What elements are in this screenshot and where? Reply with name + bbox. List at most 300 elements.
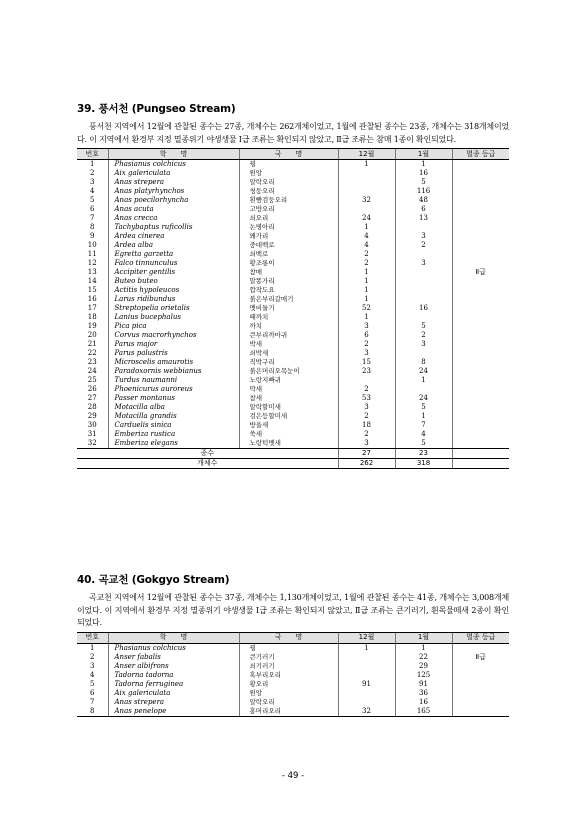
endangered-grade xyxy=(452,295,509,304)
table-row xyxy=(77,232,509,241)
page-number: - 49 - xyxy=(281,771,305,781)
january-count: 16 xyxy=(395,169,452,178)
table-row xyxy=(77,680,509,689)
total-individuals-december: 262 xyxy=(338,459,395,469)
header-january: 1월 xyxy=(395,632,452,643)
december-count: 2 xyxy=(338,340,395,349)
december-count xyxy=(338,178,395,187)
december-count: 2 xyxy=(338,412,395,421)
scientific-name: Streptopelia orietalis xyxy=(108,304,239,313)
december-count: 1 xyxy=(338,313,395,322)
row-number: 15 xyxy=(87,286,97,294)
endangered-grade xyxy=(452,187,509,196)
table-row xyxy=(77,160,509,170)
header-december: 12월 xyxy=(338,149,395,160)
table-row xyxy=(77,412,509,421)
scientific-name: Anser fabalis xyxy=(108,653,239,662)
scientific-name: Passer montanus xyxy=(108,394,239,403)
scientific-name: Actitis hypoleucos xyxy=(108,286,239,295)
korean-name: 까치 xyxy=(239,322,338,331)
korean-name: 꿩 xyxy=(239,643,338,653)
header-endangered-grade: 멸종 등급 xyxy=(452,149,509,160)
row-number: 19 xyxy=(87,322,97,330)
january-count xyxy=(395,286,452,295)
row-number: 17 xyxy=(87,304,97,312)
endangered-grade xyxy=(452,643,509,653)
endangered-grade xyxy=(452,250,509,259)
table-row xyxy=(77,322,509,331)
korean-name: 때까치 xyxy=(239,313,338,322)
table-header-row xyxy=(77,149,509,160)
january-count: 5 xyxy=(395,322,452,331)
january-count: 91 xyxy=(395,680,452,689)
endangered-grade xyxy=(452,358,509,367)
table-row xyxy=(77,421,509,430)
january-count: 36 xyxy=(395,689,452,698)
korean-name: 큰부리까마귀 xyxy=(239,331,338,340)
january-count: 1 xyxy=(395,643,452,653)
korean-name: 홍머리오리 xyxy=(239,707,338,717)
total-species-label: 종수 xyxy=(77,449,338,459)
row-number: 1 xyxy=(90,643,95,652)
korean-name: 쇠백로 xyxy=(239,250,338,259)
january-count: 13 xyxy=(395,214,452,223)
january-count xyxy=(395,277,452,286)
korean-name: 깝작도요 xyxy=(239,286,338,295)
endangered-grade xyxy=(452,205,509,214)
endangered-grade xyxy=(452,241,509,250)
korean-name: 참매 xyxy=(239,268,338,277)
endangered-grade xyxy=(452,259,509,268)
january-count: 16 xyxy=(395,304,452,313)
january-count xyxy=(395,295,452,304)
table-row xyxy=(77,331,509,340)
korean-name: 알락오리 xyxy=(239,178,338,187)
row-number: 29 xyxy=(87,412,97,420)
january-count: 3 xyxy=(395,259,452,268)
table-row xyxy=(77,187,509,196)
december-count: 6 xyxy=(338,331,395,340)
table-row xyxy=(77,439,509,449)
table-row xyxy=(77,178,509,187)
scientific-name: Ardea cinerea xyxy=(108,232,239,241)
row-number: 26 xyxy=(87,385,97,393)
scientific-name: Ardea alba xyxy=(108,241,239,250)
table-row xyxy=(77,169,509,178)
row-number: 22 xyxy=(87,349,97,357)
january-count: 1 xyxy=(395,412,452,421)
endangered-grade xyxy=(452,403,509,412)
endangered-grade xyxy=(452,662,509,671)
scientific-name: Pica pica xyxy=(108,322,239,331)
header-number: 번호 xyxy=(77,149,108,160)
endangered-grade xyxy=(452,178,509,187)
december-count: 2 xyxy=(338,385,395,394)
scientific-name: Anas strepera xyxy=(108,178,239,187)
row-number: 24 xyxy=(87,367,97,375)
row-number: 4 xyxy=(90,187,95,195)
endangered-grade: Ⅱ급 xyxy=(452,653,509,662)
december-count: 1 xyxy=(338,223,395,232)
january-count: 1 xyxy=(395,376,452,385)
table-row xyxy=(77,403,509,412)
endangered-grade xyxy=(452,277,509,286)
row-number: 4 xyxy=(90,670,95,679)
endangered-grade xyxy=(452,214,509,223)
endangered-grade xyxy=(452,421,509,430)
table-row xyxy=(77,340,509,349)
section-paragraph: 곡교천 지역에서 12월에 관찰된 종수는 37종, 개체수는 1,130개체이었고, 1월에 관찰된 종수는 41종, 개체수는 3,008개체이었다. 이 지역에서 환경부 지정 멸종위기 야생생물 Ⅰ급 조류는 확인되지 않았고, Ⅱ급 조류는 큰기러기, 흰목물떼새 2종이 확인되었다. xyxy=(77,593,509,627)
december-count xyxy=(338,653,395,662)
january-count: 7 xyxy=(395,421,452,430)
korean-name: 큰기러기 xyxy=(239,653,338,662)
row-number: 1 xyxy=(90,160,95,168)
december-count: 32 xyxy=(338,707,395,717)
endangered-grade xyxy=(452,707,509,717)
december-count: 1 xyxy=(338,160,395,170)
endangered-grade xyxy=(452,313,509,322)
scientific-name: Motacilla alba xyxy=(108,403,239,412)
endangered-grade xyxy=(452,286,509,295)
korean-name: 쑥새 xyxy=(239,430,338,439)
header-scientific-name: 학 명 xyxy=(108,632,239,643)
row-number: 28 xyxy=(87,403,97,411)
december-count: 53 xyxy=(338,394,395,403)
endangered-grade xyxy=(452,196,509,205)
january-count: 165 xyxy=(395,707,452,717)
january-count xyxy=(395,385,452,394)
row-number: 11 xyxy=(87,250,97,258)
december-count xyxy=(338,376,395,385)
january-count: 24 xyxy=(395,367,452,376)
december-count xyxy=(338,205,395,214)
table-row xyxy=(77,250,509,259)
total-individuals-row xyxy=(77,459,509,469)
scientific-name: Turdus naumanni xyxy=(108,376,239,385)
december-count: 2 xyxy=(338,430,395,439)
january-count: 2 xyxy=(395,331,452,340)
total-species-january: 23 xyxy=(395,449,452,459)
december-count: 1 xyxy=(338,277,395,286)
table-row xyxy=(77,304,509,313)
december-count: 3 xyxy=(338,439,395,449)
december-count: 32 xyxy=(338,196,395,205)
table-row xyxy=(77,241,509,250)
table-row xyxy=(77,698,509,707)
scientific-name: Phasianus colchicus xyxy=(108,643,239,653)
scientific-name: Egretta garzetta xyxy=(108,250,239,259)
table-row xyxy=(77,205,509,214)
row-number: 14 xyxy=(87,277,97,285)
december-count: 24 xyxy=(338,214,395,223)
table-row xyxy=(77,268,509,277)
row-number: 7 xyxy=(90,697,95,706)
endangered-grade xyxy=(452,376,509,385)
korean-name: 원앙 xyxy=(239,169,338,178)
header-january: 1월 xyxy=(395,149,452,160)
table-row xyxy=(77,653,509,662)
december-count xyxy=(338,662,395,671)
row-number: 2 xyxy=(90,652,95,661)
endangered-grade xyxy=(452,680,509,689)
table-row xyxy=(77,286,509,295)
december-count: 91 xyxy=(338,680,395,689)
endangered-grade xyxy=(452,340,509,349)
endangered-grade xyxy=(452,304,509,313)
scientific-name: Lanius bucephalus xyxy=(108,313,239,322)
scientific-name: Parus major xyxy=(108,340,239,349)
row-number: 9 xyxy=(90,232,95,240)
january-count: 2 xyxy=(395,241,452,250)
scientific-name: Phasianus colchicus xyxy=(108,160,239,170)
header-number: 번호 xyxy=(77,632,108,643)
table-row xyxy=(77,277,509,286)
row-number: 6 xyxy=(90,205,95,213)
table-row xyxy=(77,662,509,671)
korean-name: 흰뺨검둥오리 xyxy=(239,196,338,205)
scientific-name: Emberiza elegans xyxy=(108,439,239,449)
header-korean-name: 국 명 xyxy=(239,149,338,160)
row-number: 23 xyxy=(87,358,97,366)
december-count: 3 xyxy=(338,322,395,331)
december-count xyxy=(338,689,395,698)
scientific-name: Carduelis sinica xyxy=(108,421,239,430)
january-count: 22 xyxy=(395,653,452,662)
endangered-grade xyxy=(452,232,509,241)
scientific-name: Paradoxornis webbianus xyxy=(108,367,239,376)
row-number: 5 xyxy=(90,679,95,688)
table-row xyxy=(77,349,509,358)
january-count: 16 xyxy=(395,698,452,707)
endangered-grade xyxy=(452,169,509,178)
section-title: 39. 풍서천 (Pungseo Stream) xyxy=(77,103,236,115)
january-count xyxy=(395,313,452,322)
endangered-grade xyxy=(452,160,509,170)
species-table-gokgyo xyxy=(77,632,509,717)
january-count xyxy=(395,349,452,358)
scientific-name: Larus ridibundus xyxy=(108,295,239,304)
korean-name: 직박구리 xyxy=(239,358,338,367)
korean-name: 붉은머리오목눈이 xyxy=(239,367,338,376)
korean-name: 박새 xyxy=(239,340,338,349)
korean-name: 고방오리 xyxy=(239,205,338,214)
december-count: 18 xyxy=(338,421,395,430)
korean-name: 쇠오리 xyxy=(239,214,338,223)
total-species-row xyxy=(77,449,509,459)
scientific-name: Tadorna tadorna xyxy=(108,671,239,680)
scientific-name: Phoenicurus auroreus xyxy=(108,385,239,394)
row-number: 5 xyxy=(90,196,95,204)
endangered-grade xyxy=(452,385,509,394)
december-count: 1 xyxy=(338,295,395,304)
korean-name: 꿩 xyxy=(239,160,338,170)
scientific-name: Aix galericulata xyxy=(108,689,239,698)
table-row xyxy=(77,643,509,653)
species-table-pungseo xyxy=(77,148,509,469)
row-number: 8 xyxy=(90,223,95,231)
section-paragraph: 풍서천 지역에서 12월에 관찰된 종수는 27종, 개체수는 262개체이었고, 1월에 관찰된 종수는 23종, 개체수는 318개체이었다. 이 지역에서 환경부 지정 멸종위기 야생생물 Ⅰ급 조류는 확인되지 않았고, Ⅱ급 조류는 참매 1종이 확인되었다. xyxy=(77,122,509,144)
scientific-name: Tadorna ferruginea xyxy=(108,680,239,689)
december-count xyxy=(338,671,395,680)
table-row xyxy=(77,214,509,223)
row-number: 16 xyxy=(87,295,97,303)
endangered-grade xyxy=(452,698,509,707)
row-number: 32 xyxy=(77,439,108,449)
january-count: 8 xyxy=(395,358,452,367)
january-count: 6 xyxy=(395,205,452,214)
korean-name: 방울새 xyxy=(239,421,338,430)
table-row xyxy=(77,259,509,268)
row-number: 30 xyxy=(87,421,97,429)
section-pungseo-stream xyxy=(77,101,509,469)
table-row xyxy=(77,394,509,403)
scientific-name: Aix galericulata xyxy=(108,169,239,178)
scientific-name: Anas platyrhynchos xyxy=(108,187,239,196)
endangered-grade xyxy=(452,331,509,340)
december-count: 1 xyxy=(338,268,395,277)
table-row xyxy=(77,196,509,205)
scientific-name: Microscelis amaurotis xyxy=(108,358,239,367)
table-row xyxy=(77,295,509,304)
scientific-name: Anas poecilorhyncha xyxy=(108,196,239,205)
row-number: 31 xyxy=(87,430,97,438)
table-row xyxy=(77,376,509,385)
table-row xyxy=(77,671,509,680)
korean-name: 노랑지빠귀 xyxy=(239,376,338,385)
scientific-name: Anas crecca xyxy=(108,214,239,223)
korean-name: 황오리 xyxy=(239,680,338,689)
table-row xyxy=(77,367,509,376)
row-number: 3 xyxy=(90,178,95,186)
korean-name: 알락오리 xyxy=(239,698,338,707)
row-number: 6 xyxy=(90,688,95,697)
korean-name: 알락할미새 xyxy=(239,403,338,412)
january-count xyxy=(395,223,452,232)
header-endangered-grade: 멸종 등급 xyxy=(452,632,509,643)
endangered-grade xyxy=(452,439,509,449)
row-number: 20 xyxy=(87,331,97,339)
endangered-grade xyxy=(452,689,509,698)
scientific-name: Tachybaptus ruficollis xyxy=(108,223,239,232)
header-korean-name: 국 명 xyxy=(239,632,338,643)
january-count: 48 xyxy=(395,196,452,205)
december-count: 4 xyxy=(338,232,395,241)
scientific-name: Falco tinnunculus xyxy=(108,259,239,268)
table-row xyxy=(77,385,509,394)
scientific-name: Buteo buteo xyxy=(108,277,239,286)
scientific-name: Corvus macrorhynchos xyxy=(108,331,239,340)
korean-name: 붉은부리갈매기 xyxy=(239,295,338,304)
korean-name: 말똥가리 xyxy=(239,277,338,286)
row-number: 2 xyxy=(90,169,95,177)
december-count: 1 xyxy=(338,286,395,295)
total-species-december: 27 xyxy=(338,449,395,459)
january-count xyxy=(395,250,452,259)
section-gokgyo-stream xyxy=(77,572,509,717)
korean-name: 혹부리오리 xyxy=(239,671,338,680)
january-count xyxy=(395,268,452,277)
korean-name: 왜가리 xyxy=(239,232,338,241)
table-row xyxy=(77,223,509,232)
section-title: 40. 곡교천 (Gokgyo Stream) xyxy=(77,574,230,586)
scientific-name: Emberiza rustica xyxy=(108,430,239,439)
december-count: 3 xyxy=(338,349,395,358)
korean-name: 청둥오리 xyxy=(239,187,338,196)
korean-name: 쇠박새 xyxy=(239,349,338,358)
december-count: 1 xyxy=(338,643,395,653)
endangered-grade xyxy=(452,367,509,376)
table-row xyxy=(77,313,509,322)
december-count: 52 xyxy=(338,304,395,313)
january-count: 5 xyxy=(395,178,452,187)
january-count: 125 xyxy=(395,671,452,680)
row-number: 21 xyxy=(87,340,97,348)
row-number: 13 xyxy=(87,268,97,276)
korean-name: 원앙 xyxy=(239,689,338,698)
korean-name: 논병아리 xyxy=(239,223,338,232)
january-count: 116 xyxy=(395,187,452,196)
january-count: 5 xyxy=(395,403,452,412)
endangered-grade xyxy=(452,394,509,403)
korean-name: 중대백로 xyxy=(239,241,338,250)
row-number: 25 xyxy=(87,376,97,384)
row-number: 10 xyxy=(87,241,97,249)
table-row xyxy=(77,358,509,367)
january-count: 24 xyxy=(395,394,452,403)
january-count: 3 xyxy=(395,340,452,349)
scientific-name: Anas penelope xyxy=(108,707,239,717)
row-number: 27 xyxy=(87,394,97,402)
korean-name: 노랑턱멧새 xyxy=(239,439,338,449)
january-count: 1 xyxy=(395,160,452,170)
header-december: 12월 xyxy=(338,632,395,643)
scientific-name: Accipiter gentilis xyxy=(108,268,239,277)
january-count: 3 xyxy=(395,232,452,241)
table-row xyxy=(77,689,509,698)
total-individuals-label: 개체수 xyxy=(77,459,338,469)
endangered-grade xyxy=(452,322,509,331)
scientific-name: Anas strepera xyxy=(108,698,239,707)
endangered-grade xyxy=(452,349,509,358)
endangered-grade xyxy=(452,671,509,680)
scientific-name: Motacilla grandis xyxy=(108,412,239,421)
korean-name: 황조롱이 xyxy=(239,259,338,268)
scientific-name: Anser albifrons xyxy=(108,662,239,671)
korean-name: 멧비둘기 xyxy=(239,304,338,313)
table-header-row xyxy=(77,632,509,643)
endangered-grade: Ⅱ급 xyxy=(452,268,509,277)
december-count: 15 xyxy=(338,358,395,367)
table-row xyxy=(77,430,509,439)
row-number: 7 xyxy=(90,214,95,222)
korean-name: 쇠기러기 xyxy=(239,662,338,671)
table-row xyxy=(77,707,509,717)
december-count: 23 xyxy=(338,367,395,376)
scientific-name: Anas acuta xyxy=(108,205,239,214)
endangered-grade xyxy=(452,430,509,439)
header-scientific-name: 학 명 xyxy=(108,149,239,160)
row-number: 12 xyxy=(87,259,97,267)
row-number: 3 xyxy=(90,661,95,670)
korean-name: 딱새 xyxy=(239,385,338,394)
row-number: 18 xyxy=(87,313,97,321)
december-count: 2 xyxy=(338,259,395,268)
december-count xyxy=(338,187,395,196)
endangered-grade xyxy=(452,412,509,421)
january-count: 4 xyxy=(395,430,452,439)
december-count: 2 xyxy=(338,250,395,259)
december-count: 4 xyxy=(338,241,395,250)
